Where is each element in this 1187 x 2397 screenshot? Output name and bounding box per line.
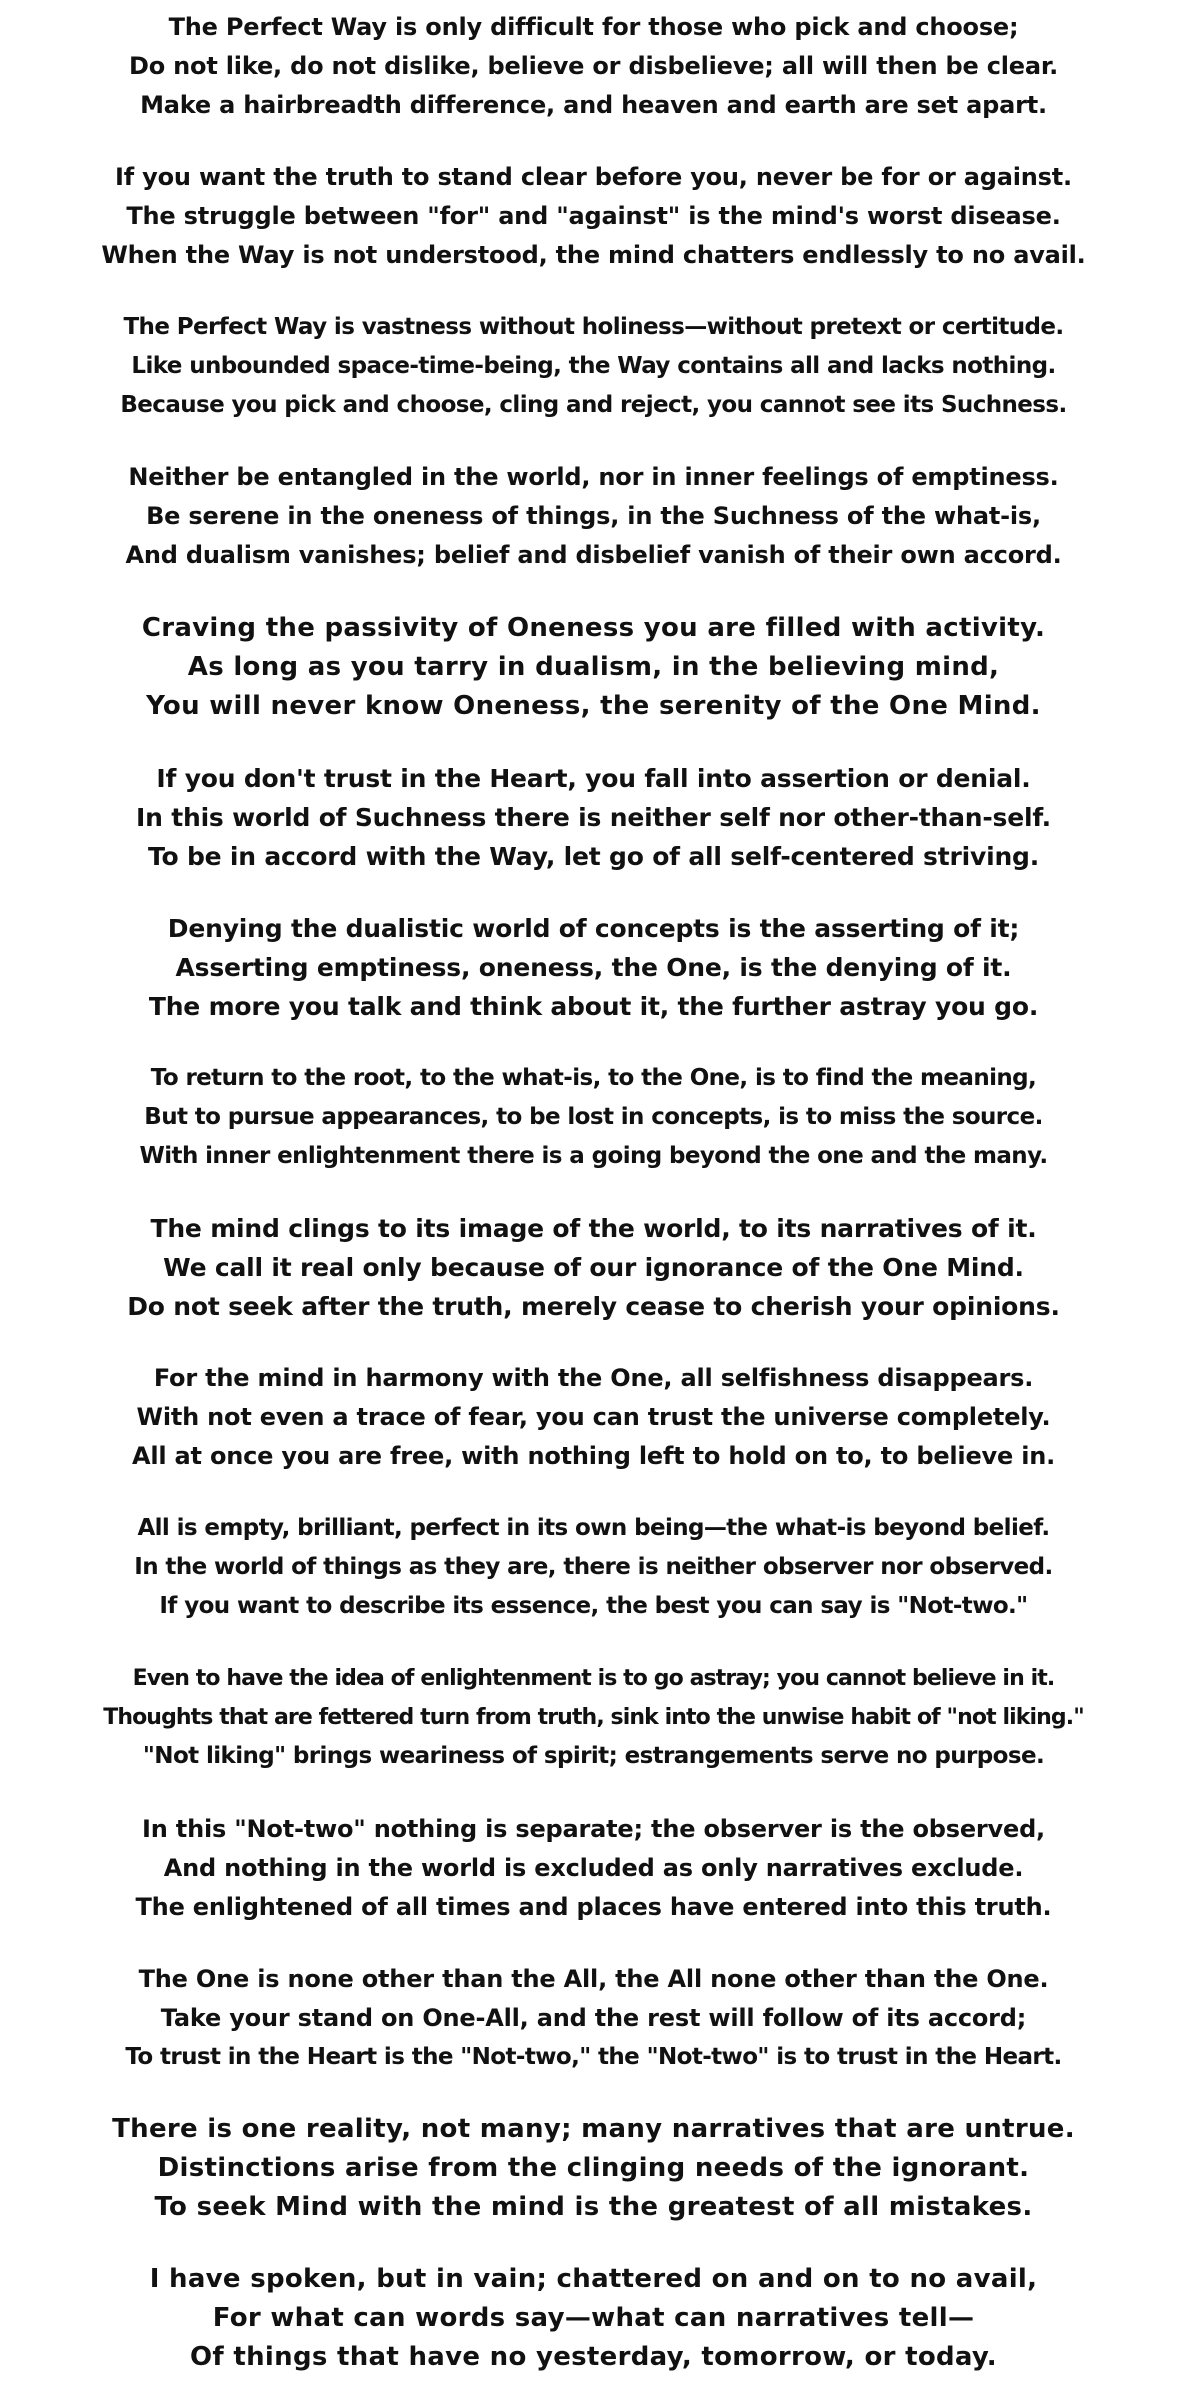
poem-line: Distinctions arise from the clinging needs of the ignorant. bbox=[157, 2152, 1030, 2183]
poem-line: To trust in the Heart is the "Not-two," the "Not-two" is to trust in the Heart. bbox=[125, 2043, 1062, 2070]
stanza-3 bbox=[0, 308, 1187, 425]
poem-line: In the world of things as they are, there is neither observer nor observed. bbox=[134, 1554, 1053, 1581]
poem-line: And nothing in the world is excluded as only narratives exclude. bbox=[163, 1853, 1024, 1882]
poem-line: If you want to describe its essence, the best you can say is "Not-two." bbox=[159, 1593, 1028, 1620]
stanza-13 bbox=[0, 1810, 1187, 1927]
stanza-14 bbox=[0, 1960, 1187, 2077]
stanza-5 bbox=[0, 609, 1187, 726]
poem-line: The One is none other than the All, the All none other than the One. bbox=[138, 1964, 1049, 1993]
poem-line: Make a hairbreadth difference, and heaven and earth are set apart. bbox=[140, 91, 1047, 119]
poem-line: "Not liking" brings weariness of spirit; estrangements serve no purpose. bbox=[142, 1743, 1045, 1770]
stanza-2 bbox=[0, 158, 1187, 275]
poem-line: To return to the root, to the what-is, to the One, is to find the meaning, bbox=[150, 1064, 1037, 1091]
poem-line: You will never know Oneness, the serenity of the One Mind. bbox=[146, 690, 1041, 721]
poem-line: If you want the truth to stand clear before you, never be for or against. bbox=[115, 163, 1072, 192]
poem-line: There is one reality, not many; many narratives that are untrue. bbox=[112, 2113, 1075, 2144]
stanza-11 bbox=[0, 1509, 1187, 1626]
poem-line: I have spoken, but in vain; chattered on and on to no avail, bbox=[149, 2263, 1038, 2294]
stanza-1 bbox=[0, 8, 1187, 125]
stanza-15 bbox=[0, 2110, 1187, 2227]
poem-line: For what can words say—what can narratives tell— bbox=[212, 2302, 975, 2333]
poem-line: Do not like, do not dislike, believe or disbelieve; all will then be clear. bbox=[129, 52, 1058, 80]
poem-line: Thoughts that are fettered turn from truth, sink into the unwise habit of "not liking." bbox=[103, 1705, 1084, 1731]
poem-line: But to pursue appearances, to be lost in concepts, is to miss the source. bbox=[144, 1103, 1043, 1130]
poem-line: The Perfect Way is vastness without holiness—without pretext or certitude. bbox=[123, 314, 1064, 341]
poem-line: In this world of Suchness there is neither self nor other-than-self. bbox=[136, 802, 1051, 832]
stanza-4 bbox=[0, 458, 1187, 575]
poem-line: To be in accord with the Way, let go of all self-centered striving. bbox=[147, 841, 1040, 871]
poem-line: If you don't trust in the Heart, you fall into assertion or denial. bbox=[156, 763, 1031, 793]
poem-line: Be serene in the oneness of things, in the Suchness of the what-is, bbox=[146, 502, 1041, 531]
poem-line: As long as you tarry in dualism, in the believing mind, bbox=[187, 651, 1000, 682]
poem-line: With inner enlightenment there is a going beyond the one and the many. bbox=[139, 1142, 1048, 1169]
poem-line: The Perfect Way is only difficult for those who pick and choose; bbox=[168, 13, 1019, 41]
poem-line: And dualism vanishes; belief and disbelief vanish of their own accord. bbox=[125, 541, 1062, 570]
poem-line: The more you talk and think about it, the further astray you go. bbox=[148, 991, 1039, 1021]
stanza-16 bbox=[0, 2260, 1187, 2377]
poem-line: The struggle between "for" and "against" is the mind's worst disease. bbox=[126, 202, 1061, 231]
stanza-7 bbox=[0, 909, 1187, 1026]
stanza-8 bbox=[0, 1059, 1187, 1176]
poem-line: Asserting emptiness, oneness, the One, is the denying of it. bbox=[175, 952, 1012, 982]
poem-line: Of things that have no yesterday, tomorrow, or today. bbox=[190, 2341, 997, 2372]
poem-line: When the Way is not understood, the mind chatters endlessly to no avail. bbox=[101, 241, 1086, 270]
poem-line: Craving the passivity of Oneness you are filled with activity. bbox=[141, 612, 1046, 643]
poem-line: To seek Mind with the mind is the greatest of all mistakes. bbox=[154, 2191, 1033, 2222]
poem-line: Because you pick and choose, cling and reject, you cannot see its Suchness. bbox=[120, 392, 1067, 419]
stanza-9 bbox=[0, 1209, 1187, 1326]
stanza-10 bbox=[0, 1359, 1187, 1476]
poem-line: All at once you are free, with nothing left to hold on to, to believe in. bbox=[131, 1442, 1056, 1471]
stanza-12 bbox=[0, 1659, 1187, 1776]
poem-line: Like unbounded space-time-being, the Way contains all and lacks nothing. bbox=[131, 353, 1056, 380]
poem-line: In this "Not-two" nothing is separate; the observer is the observed, bbox=[142, 1814, 1045, 1843]
poem-line: The enlightened of all times and places have entered into this truth. bbox=[135, 1892, 1052, 1921]
stanza-6 bbox=[0, 759, 1187, 876]
poem-line: For the mind in harmony with the One, all selfishness disappears. bbox=[153, 1364, 1034, 1393]
poem-line: Neither be entangled in the world, nor in inner feelings of emptiness. bbox=[128, 463, 1059, 492]
poem-line: We call it real only because of our ignorance of the One Mind. bbox=[163, 1253, 1024, 1282]
poem-line: Denying the dualistic world of concepts is the asserting of it; bbox=[167, 913, 1020, 943]
poem-line: All is empty, brilliant, perfect in its own being—the what-is beyond belief. bbox=[137, 1515, 1050, 1542]
poem-line: The mind clings to its image of the world, to its narratives of it. bbox=[150, 1214, 1037, 1243]
poem-line: Even to have the idea of enlightenment is to go astray; you cannot believe in it. bbox=[132, 1666, 1055, 1692]
poem-line: Do not seek after the truth, merely cease to cherish your opinions. bbox=[127, 1292, 1060, 1321]
poem-line: With not even a trace of fear, you can trust the universe completely. bbox=[136, 1403, 1051, 1432]
poem-line: Take your stand on One-All, and the rest will follow of its accord; bbox=[160, 2003, 1027, 2032]
